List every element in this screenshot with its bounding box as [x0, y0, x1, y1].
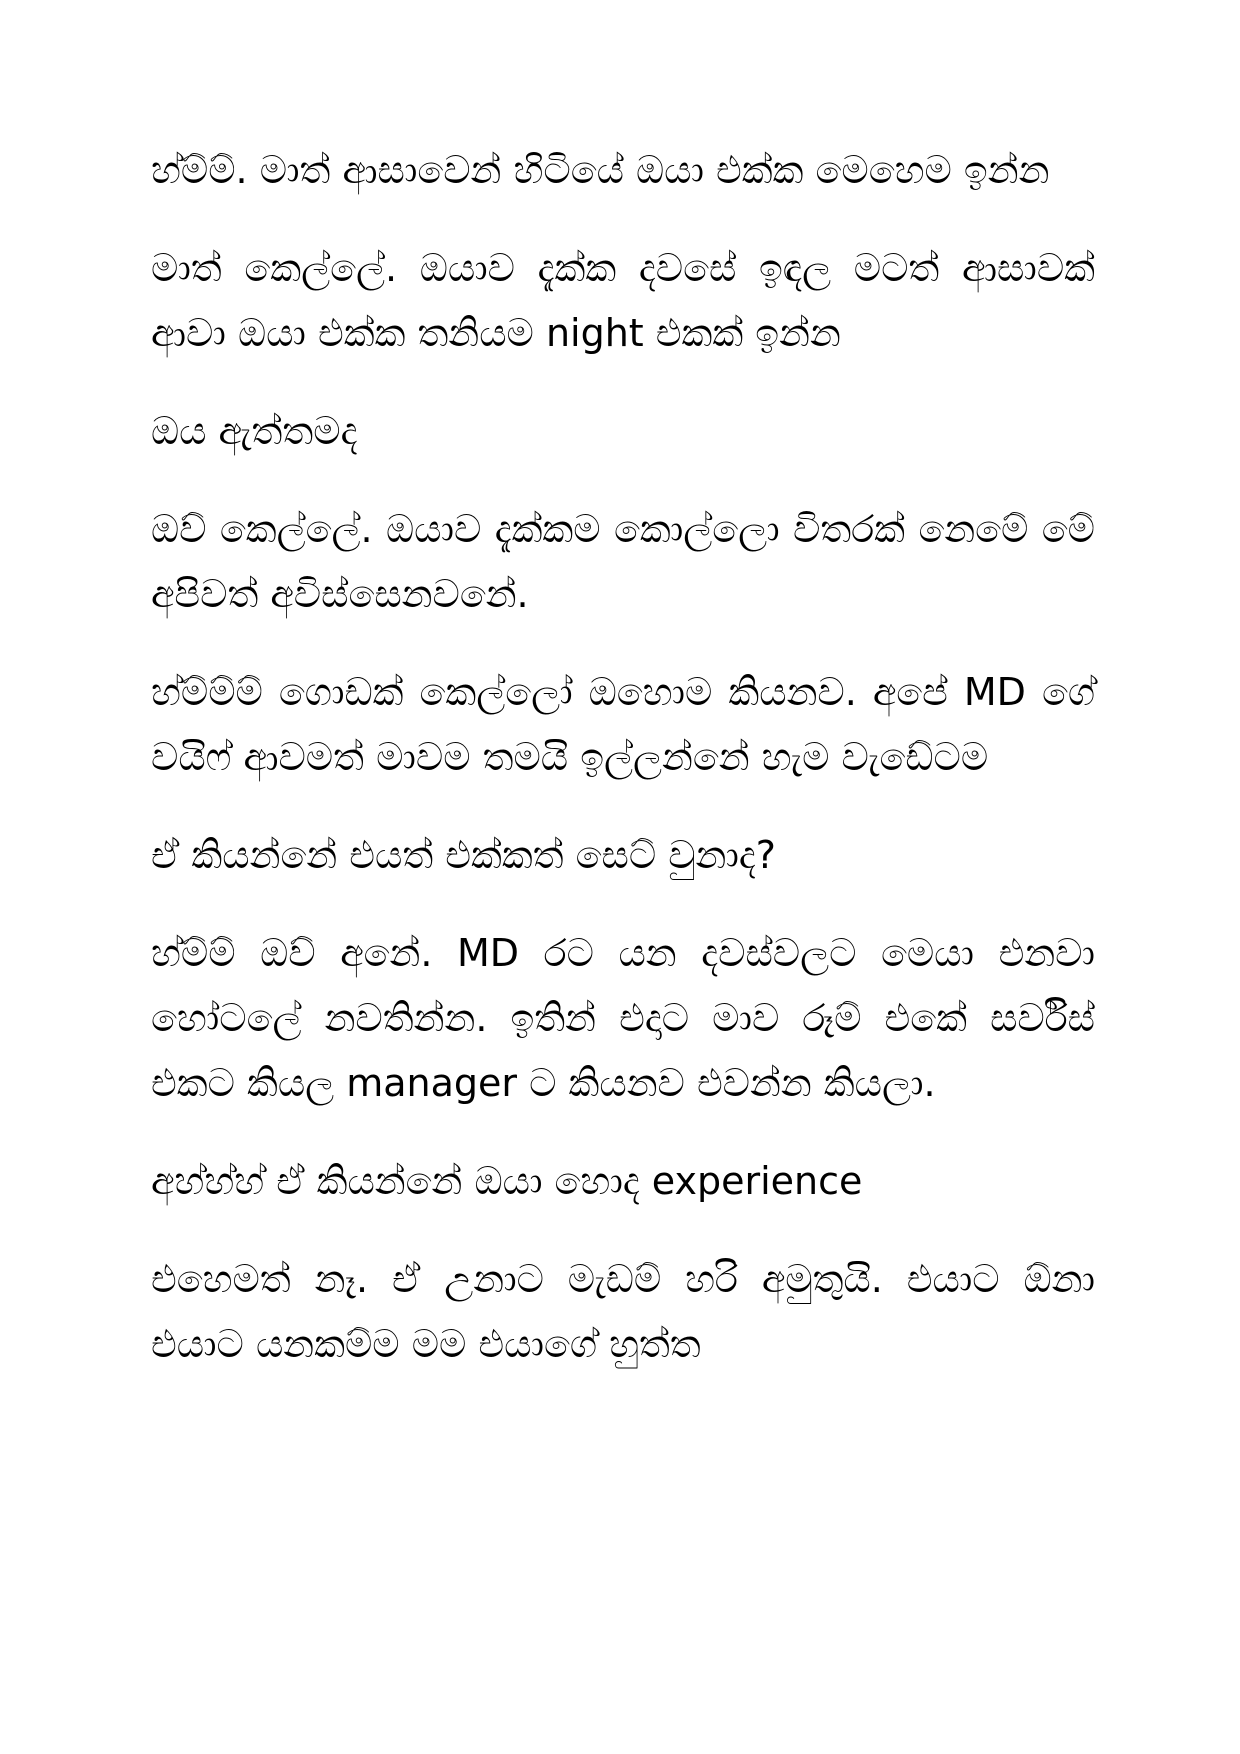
paragraph-5: හ්ම්ම්ම් ගොඩක් කෙල්ලෝ ඔහොම කියනව. අපේ MD ගේ වයිෆ් ආවමත් මාවම තමයි ඉල්ලන්නේ හැම වැඩේටම [151, 670, 1095, 779]
paragraph-8: අහ්හ්හ් ඒ කියන්නේ ඔයා හොද experience [151, 1159, 863, 1203]
paragraph-2: මාත් කෙල්ලේ. ඔයාව දැක්ක දවසේ ඉඳල මටත් ආසාවක් ආවා ඔයා එක්ක තනියම night එකක් ඉන්න [151, 246, 1095, 355]
paragraph-7: හ්ම්ම් ඔව් අනේ. MD රට යන දවස්වලට මෙයා එනවා හෝටලේ නවතින්න. ඉතින් එදාට මාව රූම් එකේ සර්විස් එකට කියල manager ට කියනව එවන්න කියලා. [151, 931, 1095, 1105]
paragraph-4: ඔව් කෙල්ලේ. ඔයාව දැක්කම කොල්ලො විතරක් නෙමේ මේ අපිවත් අවිස්සෙනවනේ. [151, 507, 1095, 616]
document-page [151, 138, 1095, 1410]
paragraph-9: එහෙමත් නෑ. ඒ උනාට මැඩම් හරි අමුතුයි. එයාට ඕනා එයාට යනකම්ම මම එයාගේ හුත්ත [151, 1257, 1095, 1366]
paragraph-6: ඒ කියන්නේ එයත් එක්කත් සෙට් වුනාද? [151, 833, 776, 877]
paragraph-1: හ්ම්ම්. මාත් ආසාවෙන් හිටියේ ඔයා එක්ක මෙහෙම ඉන්න [151, 148, 1050, 192]
paragraph-3: ඔය ඇත්තමද [151, 409, 358, 453]
